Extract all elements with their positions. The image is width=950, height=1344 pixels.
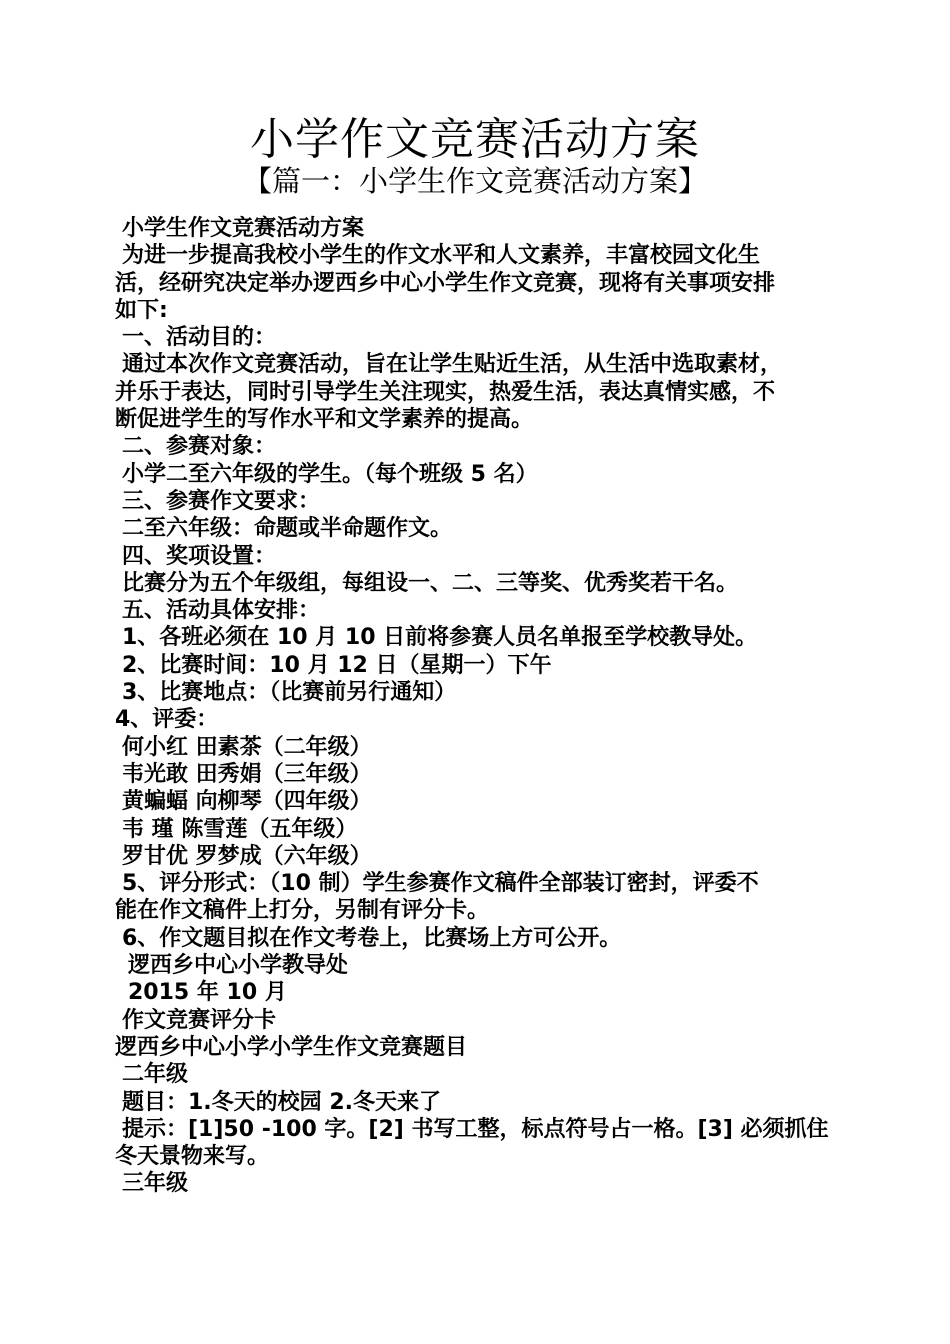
text-line: 一、活动目的：	[122, 325, 277, 351]
text-line: 1、各班必须在 10 月 10 日前将参赛人员名单报至学校教导处。	[122, 625, 758, 651]
text-line: 断促进学生的写作水平和文学素养的提高。	[115, 407, 534, 433]
text-line: 2015 年 10 月	[128, 980, 287, 1006]
text-line: 逻西乡中心小学教导处	[128, 953, 349, 979]
text-line: 如下:	[115, 297, 168, 323]
text-line: 活，经研究决定举办逻西乡中心小学生作文竞赛，现将有关事项安排	[115, 270, 776, 296]
text-line: 二年级	[122, 1062, 189, 1088]
text-line: 罗甘优 罗梦成（六年级）	[122, 843, 372, 869]
document-body	[115, 215, 840, 1198]
text-line: 5、评分形式：（10 制）学生参赛作文稿件全部装订密封，评委不	[122, 871, 759, 897]
text-line: 二、参赛对象：	[122, 434, 277, 460]
text-line: 通过本次作文竞赛活动，旨在让学生贴近生活，从生活中选取素材，	[122, 352, 783, 378]
text-line: 比赛分为五个年级组，每组设一、二、三等奖、优秀奖若干名。	[122, 570, 739, 596]
text-line: 作文竞赛评分卡	[122, 1007, 277, 1033]
text-line: 能在作文稿件上打分，另制有评分卡。	[115, 898, 490, 924]
text-line: 三年级	[122, 1171, 189, 1197]
text-line: 三、参赛作文要求：	[122, 488, 321, 514]
text-line: 小学生作文竞赛活动方案	[122, 216, 365, 241]
text-line: 五、活动具体安排：	[122, 598, 321, 624]
text-line: 2、比赛时间：10 月 12 日（星期一）下午	[122, 652, 552, 678]
text-line: 黄蝙蝠 向柳琴（四年级）	[122, 789, 372, 815]
text-line: 二至六年级：命题或半命题作文。	[122, 516, 453, 542]
text-line: 6、作文题目拟在作文考卷上，比赛场上方可公开。	[122, 925, 622, 951]
text-line: 韦光敢 田秀娟（三年级）	[122, 761, 372, 787]
text-line: 题目：1.冬天的校园 2.冬天来了	[122, 1089, 441, 1115]
text-line: 韦 瑾 陈雪莲（五年级）	[122, 816, 358, 842]
text-line: 并乐于表达，同时引导学生关注现实，热爱生活，表达真情实感，不	[115, 379, 776, 405]
text-line: 3、比赛地点：（比赛前另行通知）	[122, 680, 457, 706]
text-line: 小学二至六年级的学生。（每个班级 5 名）	[122, 461, 538, 487]
text-line: 为进一步提高我校小学生的作文水平和人文素养，丰富校园文化生	[122, 243, 761, 269]
text-line: 逻西乡中心小学小学生作文竞赛题目	[115, 1034, 468, 1060]
document-subtitle: 【篇一：小学生作文竞赛活动方案】	[242, 164, 707, 198]
text-line: 何小红 田素茶（二年级）	[122, 734, 372, 760]
document-title: 小学作文竞赛活动方案	[250, 114, 700, 165]
text-line: 冬天景物来写。	[115, 1144, 270, 1170]
text-line: 提示：[1]50 -100 字。[2] 书写工整，标点符号占一格。[3] 必须抓住	[122, 1116, 829, 1142]
text-line: 4、评委：	[115, 707, 219, 733]
text-line: 四、奖项设置：	[122, 543, 277, 569]
